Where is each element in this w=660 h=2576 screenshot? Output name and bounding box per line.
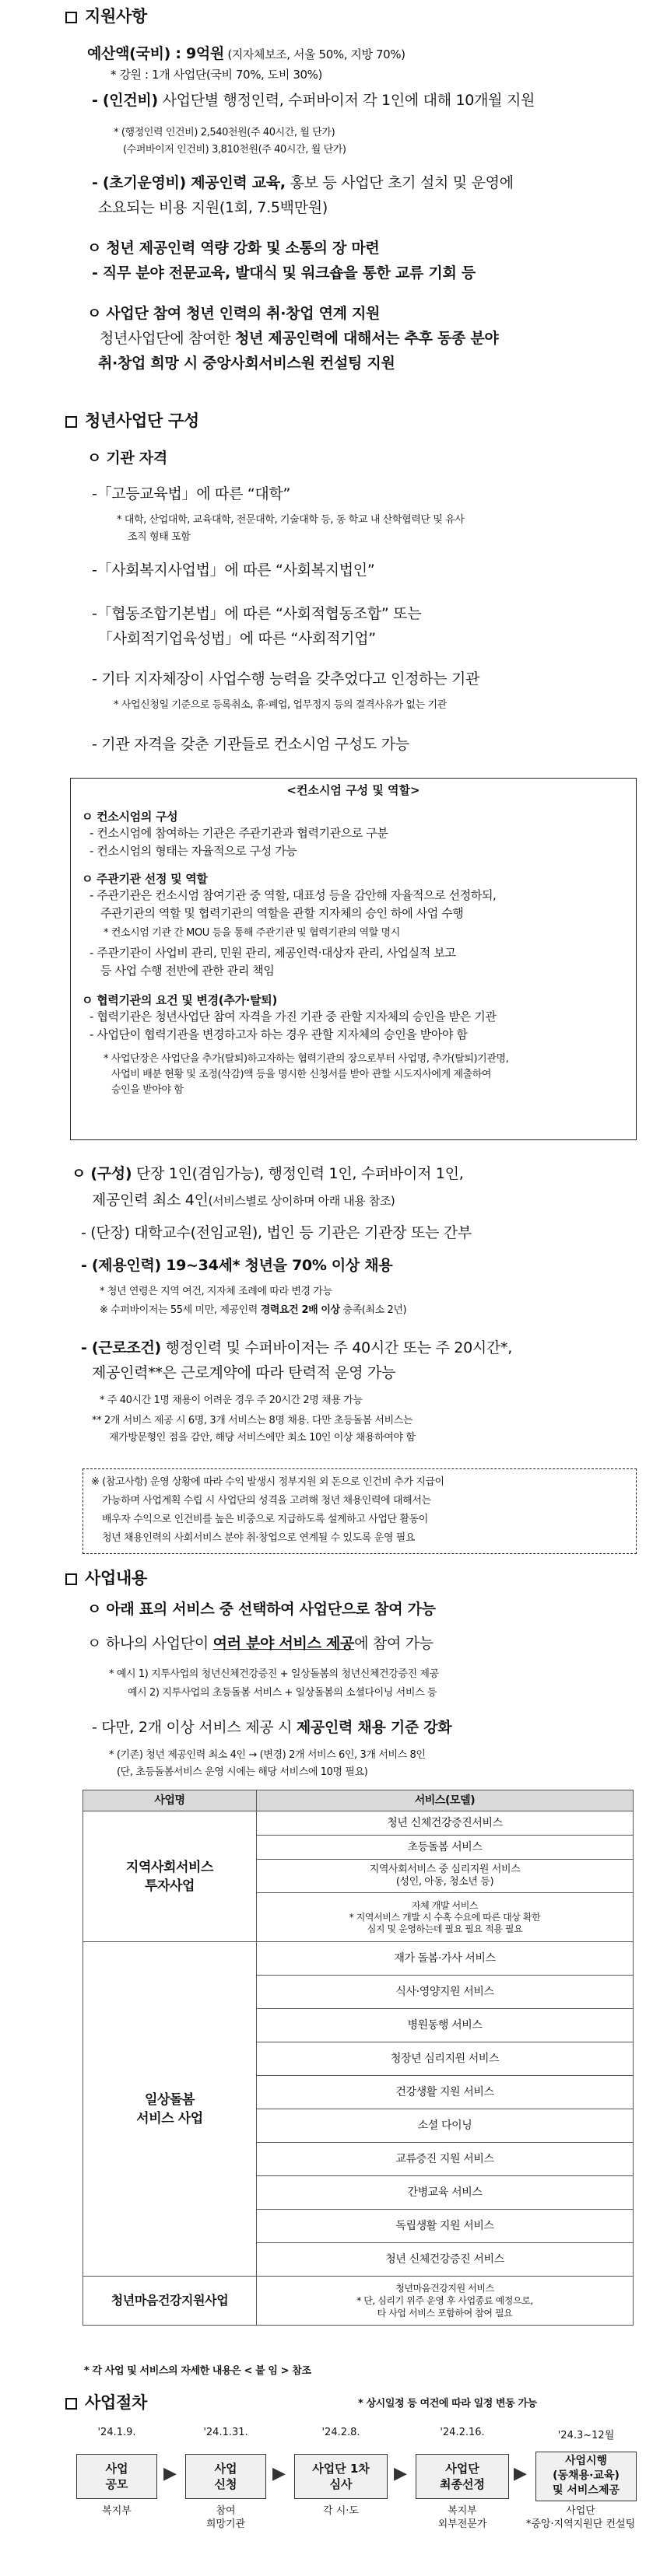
consortium-c1: - 협력기관은 청년사업단 참여 자격을 가진 기관 중 관할 지자체의 승인을 받은 기관 bbox=[90, 1010, 497, 1024]
reference-note-3: 배우자 수익으로 인건비를 높은 비중으로 지급하도록 설계하고 사업단 활동이 bbox=[102, 1514, 428, 1525]
flow-date: '24.3~12월 bbox=[557, 2430, 615, 2441]
table-row bbox=[83, 1942, 634, 1976]
leader-line: - (단장) 대학교수(전임교원), 법인 등 기관은 기관장 또는 간부 bbox=[81, 1224, 472, 1241]
lead-org-heading: ㅇ 주관기관 선정 및 역할 bbox=[82, 872, 208, 886]
youth-capacity-detail: - 직무 분야 전문교육, 발대식 및 워크숍을 통한 교류 기회 등 bbox=[92, 264, 476, 282]
youth-capacity-heading: ㅇ 청년 제공인력 역량 강화 및 소통의 장 마련 bbox=[87, 240, 380, 257]
employment-link-heading: ㅇ 사업단 참여 청년 인력의 취·창업 연계 지원 bbox=[87, 305, 381, 322]
reference-note-4: 청년 채용인력의 사회서비스 분야 취·창업으로 연계될 수 있도록 운영 필요 bbox=[102, 1532, 416, 1544]
service-cell: 청년 신체건강증진 서비스 bbox=[257, 2243, 634, 2277]
consortium-box bbox=[70, 778, 637, 1140]
arrow-right-icon: ▶ bbox=[394, 2464, 407, 2483]
flow-step-announce: 사업 공모 bbox=[76, 2454, 157, 2499]
program-daily-care: 일상돌봄 서비스 사업 bbox=[83, 1942, 257, 2277]
service-cell: 독립생활 지원 서비스 bbox=[257, 2210, 634, 2243]
service-cell: 병원동행 서비스 bbox=[257, 2009, 634, 2042]
flow-actor: 복지부 bbox=[102, 2505, 132, 2517]
service-cell: 교류증진 지원 서비스 bbox=[257, 2143, 634, 2176]
initial-cost-line-2: 소요되는 비용 지원(1회, 7.5백만원) bbox=[98, 199, 328, 216]
working-conditions-line-2: 제공인력**은 근로계약에 따라 탄력적 운영 가능 bbox=[92, 1364, 396, 1381]
consortium-b5: 등 사업 수행 전반에 관한 관리 책임 bbox=[100, 964, 275, 978]
staff-criteria-note-2: (단, 초등돌봄서비스 운영 시에는 해당 서비스에 10명 필요) bbox=[117, 1766, 368, 1778]
employment-link-detail-2: 취·창업 희망 시 중앙사회서비스원 컨설팅 지원 bbox=[98, 355, 395, 372]
flow-date: '24.2.8. bbox=[321, 2427, 360, 2438]
flow-actor: 복지부 외부전문가 bbox=[437, 2505, 487, 2530]
table-header-row bbox=[83, 1790, 634, 1811]
consortium-c3: * 사업단장은 사업단을 추가(탈퇴)하고자하는 협력기관의 장으로부터 사업명, 추가(탈퇴)기관명, bbox=[104, 1053, 509, 1065]
reference-note-box bbox=[82, 1468, 637, 1554]
consortium-box-title: <컨소시엄 구성 및 역할> bbox=[286, 783, 420, 797]
flow-actor: 각 시·도 bbox=[323, 2505, 359, 2517]
service-cell: 지역사회서비스 중 심리지원 서비스 (성인, 아동, 청소년 등) bbox=[257, 1860, 634, 1893]
consortium-b2: 주관기관의 역할 및 협력기관의 역할을 관할 지자체의 승인 하에 사업 수행 bbox=[100, 906, 464, 920]
service-cell: 초등돌봄 서비스 bbox=[257, 1836, 634, 1860]
qual-consortium: - 기관 자격을 갖춘 기관들로 컨소시엄 구성도 가능 bbox=[92, 736, 409, 753]
table-row bbox=[83, 1811, 634, 1836]
section-title-composition: 청년사업단 구성 bbox=[65, 411, 199, 431]
service-cell: 자체 개발 서비스 * 지역서비스 개발 시 수혹 수요에 따른 대상 확한 심지 및 운영하는데 필요 필요 적용 필요 bbox=[257, 1893, 634, 1942]
staff-criteria-line: - 다만, 2개 이상 서비스 제공 시 제공인력 채용 기준 강화 bbox=[92, 1719, 452, 1736]
hours-note: * 주 40시간 1명 채용이 어려운 경우 주 20시간 2명 채용 가능 bbox=[100, 1395, 363, 1406]
service-cell: 청장년 심리지원 서비스 bbox=[257, 2042, 634, 2076]
consortium-composition-heading: ㅇ 컨소시엄의 구성 bbox=[82, 810, 178, 824]
service-cell: 청년마음건강지원 서비스 * 단, 심리기 위주 운영 후 사업종료 예정으로, 타 사업 서비스 포함하여 참여 필요 bbox=[257, 2277, 634, 2326]
composition-line: ㅇ (구성) 단장 1인(겸임가능), 행정인력 1인, 수퍼바이저 1인, bbox=[72, 1165, 464, 1182]
procedure-flow bbox=[76, 2427, 637, 2543]
flow-step-apply: 사업 신청 bbox=[185, 2454, 266, 2499]
flow-step-implementation: 사업시행 (동채용·교육) 및 서비스제공 bbox=[535, 2452, 637, 2501]
qual-university: -「고등교육법」에 따른 “대학” bbox=[92, 485, 291, 502]
service-cell: 소셜 다이닝 bbox=[257, 2109, 634, 2143]
reference-note-1: ※ (참고사항) 운영 상황에 따라 수익 발생시 정부지원 외 돈으로 인건비 추가 지급이 bbox=[91, 1476, 444, 1488]
flow-step-review: 사업단 1차 심사 bbox=[294, 2454, 388, 2499]
table-row bbox=[83, 2277, 634, 2326]
arrow-right-icon: ▶ bbox=[272, 2464, 286, 2483]
admin-cost-note: * (행정인력 인건비) 2,540천원(주 40시간, 월 단가) bbox=[114, 127, 335, 138]
flow-actor: 사업단 *중앙·지역지원단 컨설팅 bbox=[525, 2505, 636, 2530]
consortium-a1: - 컨소시엄에 참여하는 기관은 주관기관과 협력기관으로 구분 bbox=[90, 826, 388, 840]
consortium-c2: - 사업단이 협력기관을 변경하고자 하는 경우 관할 지자체의 승인을 받아야 함 bbox=[90, 1027, 468, 1041]
table-footnote: * 각 사업 및 서비스의 자세한 내용은 < 붙 임 > 참조 bbox=[84, 2365, 311, 2377]
service-cell: 건강생활 지원 서비스 bbox=[257, 2076, 634, 2109]
personnel-cost-line: - (인건비) 사업단별 행정인력, 수퍼바이저 각 1인에 대해 10개월 지원 bbox=[92, 92, 535, 109]
flow-date: '24.2.16. bbox=[440, 2427, 485, 2438]
service-cell: 식사·영양지원 서비스 bbox=[257, 1976, 634, 2009]
example-1: * 예시 1) 지투사업의 청년신체건강증진 + 일상돌봄의 청년신체건강증진 제공 bbox=[109, 1668, 439, 1680]
service-staff-note: ** 2개 서비스 제공 시 6명, 3개 서비스는 8명 채용. 다만 초등돌봄 서비스는 bbox=[92, 1415, 413, 1426]
partner-org-heading: ㅇ 협력기관의 요건 및 변경(추가·탈퇴) bbox=[82, 993, 278, 1007]
staff-criteria-note: * (기존) 청년 제공인력 최소 4인 → (변경) 2개 서비스 6인, 3개 서비스 8인 bbox=[109, 1749, 426, 1761]
qual-other: - 기타 지자체장이 사업수행 능력을 갖추었다고 인정하는 기관 bbox=[92, 670, 480, 688]
consortium-b1: - 주관기관은 컨소시엄 참여기관 중 역할, 대표성 등을 감안해 자율적으로 선정하되, bbox=[90, 888, 497, 902]
arrow-right-icon: ▶ bbox=[514, 2464, 527, 2483]
consortium-c5: 승인을 받아야 함 bbox=[111, 1084, 184, 1096]
initial-cost-line: - (초기운영비) 제공인력 교육, 홍보 등 사업단 초기 설치 및 운영에 bbox=[92, 174, 514, 191]
section-title-content: 사업내용 bbox=[65, 1568, 147, 1588]
square-bullet-icon bbox=[65, 416, 77, 428]
consortium-b3: * 컨소시엄 기관 간 MOU 등을 통해 주관기관 및 협력기관의 역할 명시 bbox=[104, 927, 400, 939]
table-header-service: 서비스(모델) bbox=[257, 1790, 634, 1811]
service-cell: 간병교육 서비스 bbox=[257, 2176, 634, 2210]
procedure-note: * 상시일정 등 여건에 따라 일정 변동 가능 bbox=[358, 2398, 537, 2410]
section-title-procedure: 사업절차 bbox=[65, 2392, 147, 2413]
age-note: * 청년 연령은 지역 여건, 지자체 조례에 따라 변경 가능 bbox=[100, 1286, 332, 1297]
table-header-program: 사업명 bbox=[83, 1790, 257, 1811]
hiring-line: - (제용인력) 19~34세* 청년을 70% 이상 채용 bbox=[81, 1257, 393, 1274]
service-cell: 재가 돌봄·가사 서비스 bbox=[257, 1942, 634, 1976]
flow-step-final-selection: 사업단 최종선정 bbox=[416, 2454, 509, 2499]
gangwon-note: * 강원 : 1개 사업단(국비 70%, 도비 30%) bbox=[111, 68, 322, 82]
square-bullet-icon bbox=[65, 1573, 77, 1585]
service-staff-note-2: 재가방문형인 점을 감안, 해당 서비스에만 최소 10인 이상 채용하여야 함 bbox=[109, 1432, 416, 1444]
flow-date: '24.1.9. bbox=[97, 2427, 136, 2438]
arrow-right-icon: ▶ bbox=[163, 2464, 177, 2483]
qual-other-note: * 사업신청일 기준으로 등록취소, 휴·폐업, 업무정지 등의 결격사유가 없는 기관 bbox=[114, 699, 447, 711]
flow-actor: 참여 희망기관 bbox=[205, 2505, 246, 2530]
qual-welfare-corp: -「사회복지사업법」에 따른 “사회복지법인” bbox=[92, 562, 375, 579]
program-community-service: 지역사회서비스 투자사업 bbox=[83, 1811, 257, 1942]
multi-service-line: ㅇ 하나의 사업단이 여러 분야 서비스 제공에 참여 가능 bbox=[87, 1635, 434, 1652]
consortium-c4: 사업비 배분 현황 및 조정(삭감)액 등을 명시한 신청서를 받아 관할 시도지사에게 제출하여 bbox=[111, 1069, 492, 1080]
service-table bbox=[82, 1790, 634, 2326]
reference-note-2: 가능하며 사업계획 수립 시 사업단의 성격을 고려해 청년 채용인력에 대해서는 bbox=[102, 1495, 431, 1507]
qualification-heading: ㅇ 기관 자격 bbox=[87, 450, 167, 467]
qual-university-note: * 대학, 산업대학, 교육대학, 전문대학, 기술대학 등, 동 학교 내 산학협력단 및 유사 bbox=[117, 514, 465, 526]
section-title-support: 지원사항 bbox=[65, 6, 147, 26]
content-select-line: ㅇ 아래 표의 서비스 중 선택하여 사업단으로 참여 가능 bbox=[87, 1601, 436, 1618]
square-bullet-icon bbox=[65, 2398, 77, 2410]
example-2: 예시 2) 지투사업의 초등돌봄 서비스 + 일상돌봄의 소셜다이닝 서비스 등 bbox=[128, 1687, 437, 1699]
service-cell: 청년 신체건강증진서비스 bbox=[257, 1811, 634, 1836]
consortium-b4: - 주관기관이 사업비 관리, 민원 관리, 제공인력·대상자 관리, 사업실적 보고 bbox=[90, 946, 456, 960]
square-bullet-icon bbox=[65, 12, 77, 23]
supervisor-note: ※ 수퍼바이저는 55세 미만, 제공인력 경력요건 2배 이상 충족(최소 2년) bbox=[100, 1304, 407, 1316]
employment-link-detail: 청년사업단에 참여한 청년 제공인력에 대해서는 추후 동종 분야 bbox=[100, 330, 499, 347]
working-conditions-line: - (근로조건) 행정인력 및 수퍼바이저는 주 40시간 또는 주 20시간*, bbox=[81, 1339, 512, 1356]
qual-social-enterprise: 「사회적기업육성법」에 따른 “사회적기업” bbox=[98, 630, 376, 647]
budget-line: 예산액(국비) : 9억원 (지자체보조, 서울 50%, 지방 70%) bbox=[87, 45, 405, 62]
qual-university-note-2: 조직 형태 포함 bbox=[128, 531, 191, 543]
program-youth-mental-health: 청년마음건강지원사업 bbox=[83, 2277, 257, 2326]
qual-coop: -「협동조합기본법」에 따른 “사회적협동조합” 또는 bbox=[92, 605, 422, 622]
supervisor-cost-note: (수퍼바이저 인건비) 3,810천원(주 40시간, 월 단가) bbox=[123, 144, 346, 156]
composition-line-2: 제공인력 최소 4인(서비스별로 상이하며 아래 내용 참조) bbox=[92, 1192, 395, 1209]
consortium-a2: - 컨소시엄의 형태는 자율적으로 구성 가능 bbox=[90, 844, 297, 858]
flow-date: '24.1.31. bbox=[203, 2427, 248, 2438]
